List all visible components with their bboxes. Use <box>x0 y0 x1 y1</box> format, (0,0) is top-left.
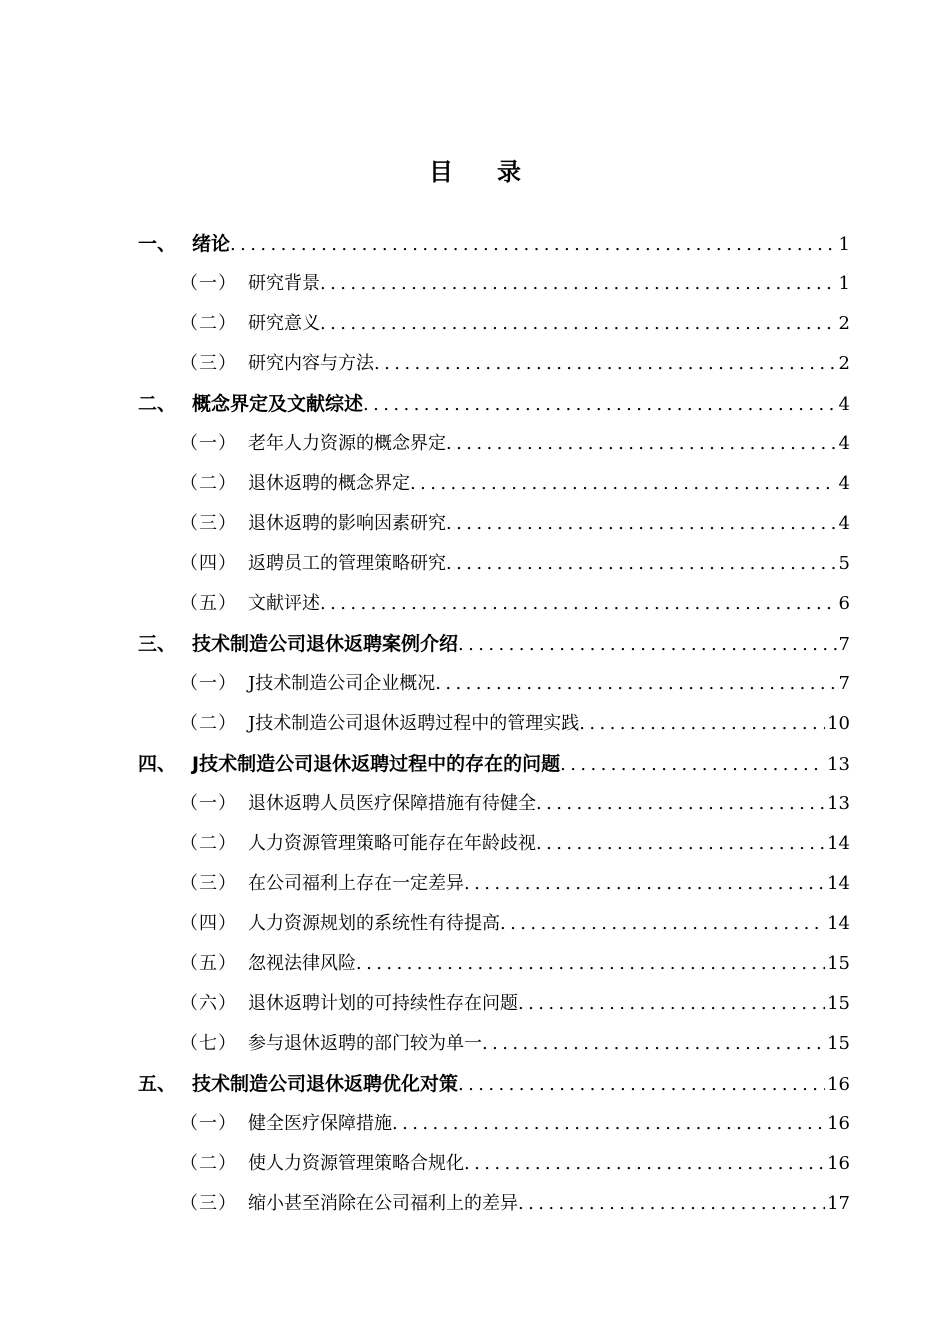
toc-entry-number: （三） <box>180 873 237 894</box>
toc-entry-page-number: 4 <box>838 473 850 494</box>
toc-title <box>0 156 950 188</box>
toc-entry-body <box>248 669 850 695</box>
toc-entry-label: 返聘员工的管理策略研究 <box>248 553 446 574</box>
toc-title-char-2: 录 <box>497 158 521 186</box>
toc-entry-number: （四） <box>180 913 237 934</box>
toc-entry-number: （一） <box>180 433 237 454</box>
toc-section-entry[interactable] <box>0 1182 950 1222</box>
toc-entry-body <box>248 1189 850 1215</box>
toc-entry-page-number: 1 <box>838 273 850 294</box>
toc-entry-body <box>248 709 850 735</box>
toc-entry-body <box>248 349 850 375</box>
toc-section-entry[interactable] <box>0 982 950 1022</box>
toc-entry-number: （二） <box>180 833 237 854</box>
toc-entry-page-number: 14 <box>827 833 850 854</box>
toc-dot-leader <box>458 634 837 655</box>
toc-dot-leader <box>464 873 825 894</box>
toc-entry-label: 研究背景 <box>248 273 320 294</box>
toc-entry-label: 研究意义 <box>248 313 320 334</box>
toc-entry-label: 文献评述 <box>248 593 320 614</box>
toc-entry-label: 退休返聘的概念界定 <box>248 473 410 494</box>
toc-entry-body <box>248 789 850 815</box>
toc-entry-number: （二） <box>180 313 237 334</box>
toc-dot-leader <box>435 673 836 694</box>
toc-section-entry[interactable] <box>0 582 950 622</box>
toc-entry-body <box>248 429 850 455</box>
toc-section-entry[interactable] <box>0 1142 950 1182</box>
toc-dot-leader <box>518 993 825 1014</box>
toc-entry-body <box>192 1069 850 1096</box>
toc-entry-page-number: 5 <box>838 553 850 574</box>
toc-entry-body <box>248 469 850 495</box>
toc-entry-page-number: 4 <box>838 433 850 454</box>
toc-dot-leader <box>410 473 837 494</box>
toc-dot-leader <box>446 553 837 574</box>
toc-entry-page-number: 10 <box>827 713 850 734</box>
toc-entry-page-number: 2 <box>838 313 850 334</box>
toc-dot-leader <box>446 513 837 534</box>
toc-dot-leader <box>458 1074 825 1095</box>
toc-dot-leader <box>392 1113 825 1134</box>
toc-entry-number: （五） <box>180 593 237 614</box>
toc-entry-body <box>192 229 850 256</box>
toc-section-entry[interactable] <box>0 1022 950 1062</box>
toc-dot-leader <box>363 394 837 415</box>
toc-entry-body <box>248 1109 850 1135</box>
toc-entry-label: 缩小甚至消除在公司福利上的差异 <box>248 1193 518 1214</box>
toc-entry-page-number: 15 <box>827 993 850 1014</box>
toc-section-entry[interactable] <box>0 942 950 982</box>
toc-entry-body <box>248 949 850 975</box>
toc-section-entry[interactable] <box>0 542 950 582</box>
toc-entry-label: 技术制造公司退休返聘案例介绍 <box>192 632 459 655</box>
toc-section-entry[interactable] <box>0 462 950 502</box>
toc-entry-number: （六） <box>180 993 237 1014</box>
toc-entry-number: （三） <box>180 353 237 374</box>
toc-chapter-entry[interactable] <box>0 222 950 262</box>
toc-section-entry[interactable] <box>0 1102 950 1142</box>
toc-section-entry[interactable] <box>0 262 950 302</box>
toc-entry-page-number: 14 <box>827 873 850 894</box>
toc-entry-number: （二） <box>180 713 237 734</box>
toc-entry-body <box>248 509 850 535</box>
toc-entry-number: 三、 <box>138 632 177 655</box>
toc-entry-body <box>248 589 850 615</box>
toc-dot-leader <box>464 1153 825 1174</box>
toc-dot-leader <box>579 713 825 734</box>
toc-entry-number: 五、 <box>138 1072 177 1095</box>
toc-entry-label: 退休返聘计划的可持续性存在问题 <box>248 993 518 1014</box>
toc-entry-number: （四） <box>180 553 237 574</box>
toc-entry-body <box>248 869 850 895</box>
toc-entry-label: 老年人力资源的概念界定 <box>248 433 446 454</box>
toc-entry-page-number: 7 <box>838 673 850 694</box>
toc-entry-label: 参与退休返聘的部门较为单一 <box>248 1033 482 1054</box>
toc-section-entry[interactable] <box>0 662 950 702</box>
toc-entry-number: （一） <box>180 673 237 694</box>
toc-dot-leader <box>320 313 837 334</box>
toc-entry-label: 技术制造公司退休返聘优化对策 <box>192 1072 459 1095</box>
toc-entry-body <box>248 829 850 855</box>
toc-dot-leader <box>374 353 837 374</box>
toc-entry-label: J技术制造公司退休返聘过程中的存在的问题 <box>192 752 561 775</box>
toc-entry-label: 健全医疗保障措施 <box>248 1113 392 1134</box>
toc-entry-number: （五） <box>180 953 237 974</box>
toc-section-entry[interactable] <box>0 782 950 822</box>
toc-entry-label: 退休返聘的影响因素研究 <box>248 513 446 534</box>
toc-entry-page-number: 17 <box>827 1193 850 1214</box>
toc-entry-label: 研究内容与方法 <box>248 353 374 374</box>
toc-entry-label: 人力资源规划的系统性有待提高 <box>248 913 500 934</box>
toc-section-entry[interactable] <box>0 342 950 382</box>
toc-entry-page-number: 16 <box>827 1113 850 1134</box>
toc-entry-page-number: 4 <box>838 393 850 415</box>
toc-section-entry[interactable] <box>0 702 950 742</box>
toc-section-entry[interactable] <box>0 422 950 462</box>
toc-entry-number: 四、 <box>138 752 177 775</box>
toc-entry-label: 人力资源管理策略可能存在年龄歧视 <box>248 833 536 854</box>
toc-entry-page-number: 13 <box>827 793 850 814</box>
toc-entry-body <box>248 989 850 1015</box>
toc-entry-page-number: 6 <box>838 593 850 614</box>
toc-entry-body <box>248 1149 850 1175</box>
toc-dot-leader <box>518 1193 825 1214</box>
toc-chapter-entry[interactable] <box>0 382 950 422</box>
toc-entry-body <box>248 269 850 295</box>
toc-dot-leader <box>536 833 825 854</box>
toc-chapter-entry[interactable] <box>0 1062 950 1102</box>
toc-entry-body <box>248 309 850 335</box>
toc-entry-number: （二） <box>180 473 237 494</box>
toc-entry-page-number: 4 <box>838 513 850 534</box>
toc-dot-leader <box>500 913 825 934</box>
toc-entry-number: （二） <box>180 1153 237 1174</box>
toc-entry-number: （三） <box>180 1193 237 1214</box>
toc-section-entry[interactable] <box>0 902 950 942</box>
toc-entry-page-number: 15 <box>827 1033 850 1054</box>
toc-entry-page-number: 16 <box>827 1073 850 1095</box>
toc-dot-leader <box>482 1033 825 1054</box>
toc-entry-body <box>248 909 850 935</box>
toc-dot-leader <box>446 433 837 454</box>
toc-section-entry[interactable] <box>0 862 950 902</box>
toc-dot-leader <box>320 273 837 294</box>
toc-entry-page-number: 15 <box>827 953 850 974</box>
toc-entry-number: （一） <box>180 1113 237 1134</box>
toc-entry-number: 二、 <box>138 392 177 415</box>
toc-entry-page-number: 1 <box>838 233 850 255</box>
toc-entry-body <box>248 1029 850 1055</box>
toc-dot-leader <box>536 793 825 814</box>
toc-section-entry[interactable] <box>0 502 950 542</box>
toc-entry-number: （七） <box>180 1033 237 1054</box>
toc-section-entry[interactable] <box>0 822 950 862</box>
toc-entry-body <box>248 549 850 575</box>
toc-entry-body <box>192 629 850 656</box>
toc-section-entry[interactable] <box>0 302 950 342</box>
toc-entry-label: 使人力资源管理策略合规化 <box>248 1153 464 1174</box>
toc-entry-label: 绪论 <box>192 232 231 255</box>
toc-dot-leader <box>230 234 837 255</box>
toc-dot-leader <box>560 754 825 775</box>
toc-entry-page-number: 2 <box>838 353 850 374</box>
toc-entry-number: （一） <box>180 273 237 294</box>
toc-entry-number: （一） <box>180 793 237 814</box>
toc-entry-page-number: 16 <box>827 1153 850 1174</box>
toc-title-char-1: 目 <box>429 158 453 186</box>
toc-entry-label: 在公司福利上存在一定差异 <box>248 873 464 894</box>
toc-entry-label: 概念界定及文献综述 <box>192 392 364 415</box>
toc-entry-number: 一、 <box>138 232 177 255</box>
toc-entry-page-number: 7 <box>838 633 850 655</box>
toc-entry-label: 退休返聘人员医疗保障措施有待健全 <box>248 793 536 814</box>
toc-dot-leader <box>320 593 837 614</box>
toc-entry-body <box>192 389 850 416</box>
toc-entry-page-number: 14 <box>827 913 850 934</box>
toc-entry-label: J技术制造公司退休返聘过程中的管理实践 <box>248 713 580 734</box>
toc-chapter-entry[interactable] <box>0 742 950 782</box>
toc-chapter-entry[interactable] <box>0 622 950 662</box>
toc-entry-body <box>192 749 850 776</box>
toc-entry-label: J技术制造公司企业概况 <box>248 673 436 694</box>
toc-entry-number: （三） <box>180 513 237 534</box>
toc-entry-label: 忽视法律风险 <box>248 953 356 974</box>
toc-entry-page-number: 13 <box>827 753 850 775</box>
toc-dot-leader <box>356 953 825 974</box>
